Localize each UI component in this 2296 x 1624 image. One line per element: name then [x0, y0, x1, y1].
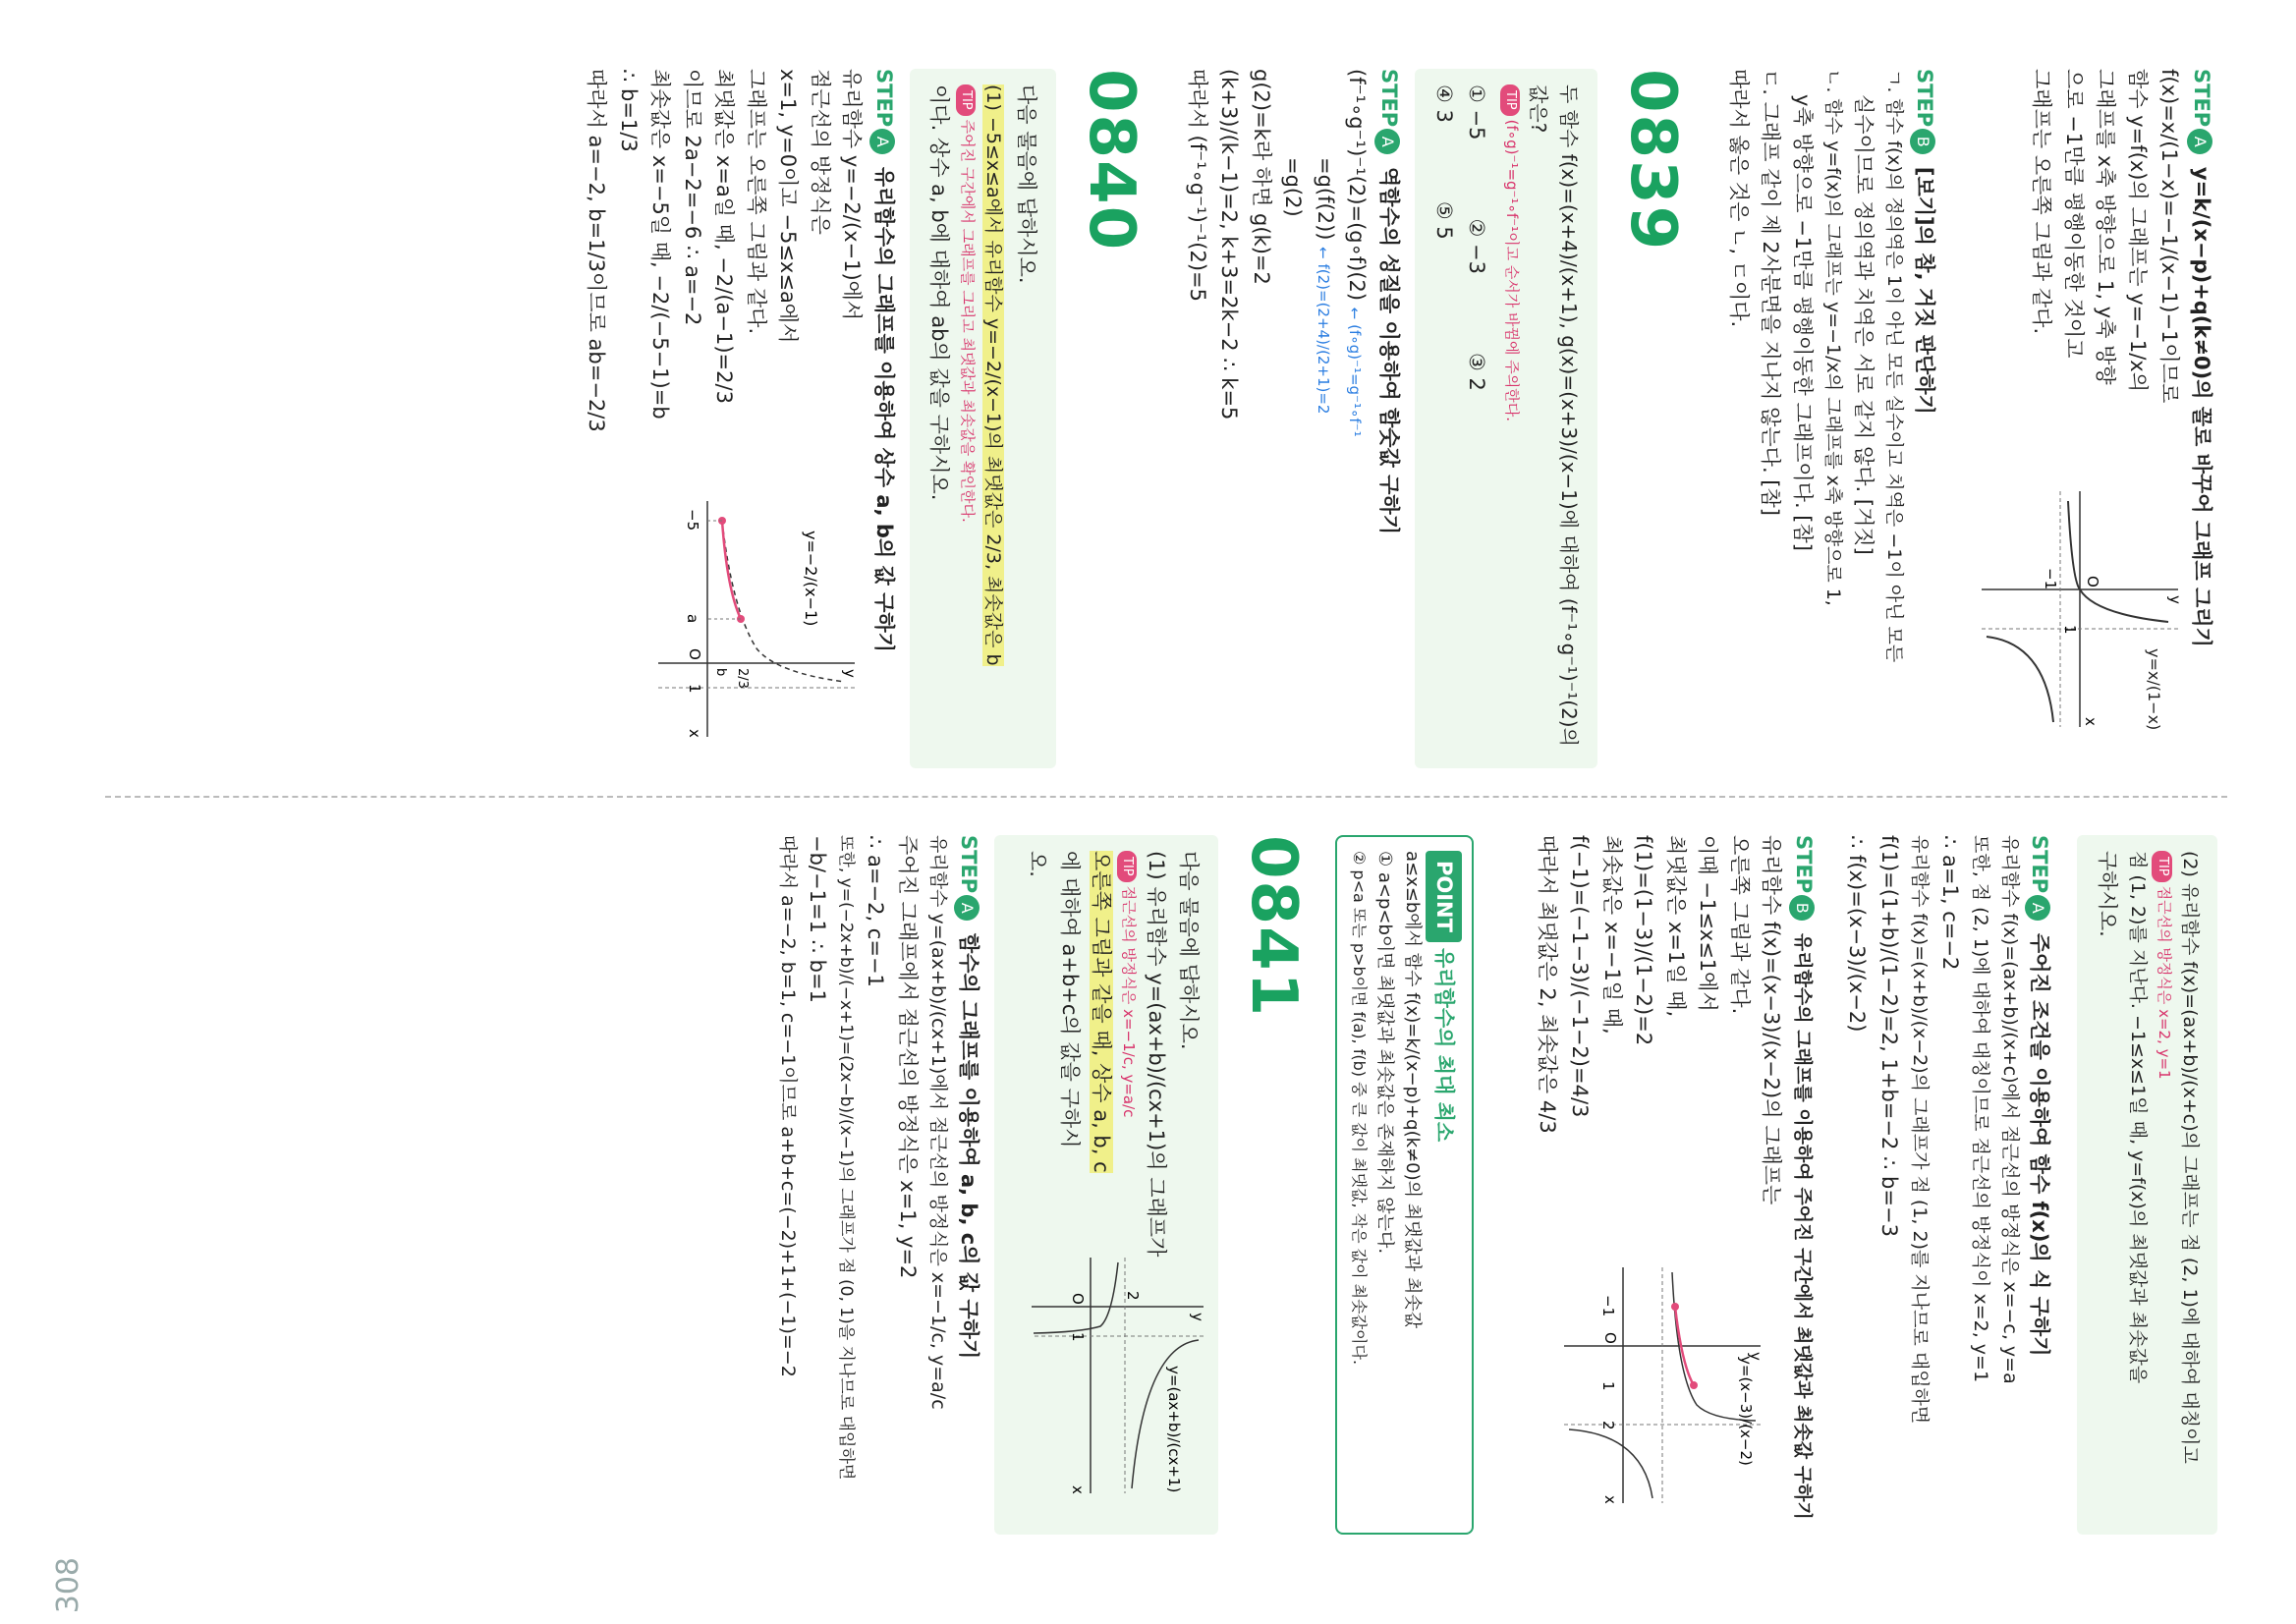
solution-line-4: f(1)=(1+b)/(1−2)=2, 1+b=−2 ∴ b=−3 [1876, 835, 1901, 1237]
tick-2: 2 [1598, 1421, 1617, 1430]
tip [956, 84, 979, 753]
solution-line-0: 유리함수 f(x)=(x−3)/(x−2)의 그래프는 [1760, 835, 1784, 1205]
solution-line-1 [1309, 69, 1341, 768]
step-a-first-block [1962, 69, 2217, 768]
tick-2: 2 [1123, 1291, 1142, 1301]
step-letter-badge: A [2025, 895, 2050, 921]
problem-0840 [550, 69, 1159, 768]
solution-line-0: 유리함수 y=−2/(x−1)에서 [840, 69, 865, 321]
tick-b: b [713, 668, 729, 677]
step-b-line-0: ㄱ. 함수 f(x)의 정의역은 1이 아닌 모든 실수이고 치역은 −1이 아닌 모든 [1883, 69, 1906, 663]
solution-line-4: (k+3)/(k−1)=2, k+3=2k−2 ∴ k=5 [1217, 69, 1242, 420]
step-title: 역함수의 성질을 이용하여 함숫값 구하기 [1376, 166, 1401, 534]
question-line-2: 에 대하여 a+b+c의 값을 구하시 [1057, 851, 1082, 1148]
step-letter-badge: B [1789, 895, 1815, 921]
axis-y-label: y [2166, 595, 2184, 604]
step-title: 유리함수의 그래프를 이용하여 상수 a, b의 값 구하기 [871, 166, 896, 652]
axis-y-label: y [841, 669, 860, 678]
step-title: [보기]의 참, 거짓 판단하기 [1913, 166, 1936, 415]
p2-step-a-block [1841, 835, 2056, 1535]
step-label: STEP [2028, 835, 2052, 894]
step-letter-badge: A [954, 895, 980, 921]
choice-1: ① −5 [1464, 84, 1488, 140]
tick-minus1: −1 [1598, 1295, 1617, 1317]
step-label: STEP [956, 835, 980, 894]
problem-0840-step-heading [868, 69, 900, 768]
solution-line-5: 따라서 (f⁻¹∘g⁻¹)⁻¹(2)=5 [1185, 69, 1209, 302]
question-line-0: (1) 유리함수 y=(ax+b)/(cx+1)의 그래프가 [1144, 851, 1168, 1258]
step-letter-badge: A [1374, 129, 1400, 154]
q2-line-2: 구하시오. [2095, 851, 2119, 937]
tick-1: 1 [1068, 1332, 1087, 1342]
step-heading [2024, 835, 2056, 1535]
step-letter-badge: A [2187, 129, 2212, 154]
tick-origin: O [686, 648, 704, 660]
graph-label: y=(x−3)/(x−2) [1736, 1356, 1755, 1466]
tip-badge: TIP [1117, 851, 1137, 882]
solution-line-3: 그래프는 오른쪽 그림과 같다. [744, 69, 768, 335]
choice-5: ⑤ 5 [1432, 200, 1457, 240]
prompt: 다음 물음에 답하시오. [1176, 851, 1201, 1050]
tick-1: 1 [686, 684, 704, 694]
question-text-0: (1) −5≤x≤a에서 유리함수 y=−2/(x−1)의 최댓값은 2/3, 최솟값은 b [982, 84, 1005, 666]
tick-origin: O [1600, 1332, 1619, 1344]
point-line-1: ① a<p<b이면 최댓값과 최솟값은 존재하지 않는다. [1374, 851, 1396, 1255]
step-b-first-heading [1908, 69, 1940, 768]
step-b-line-2: ㄴ. 함수 y=f(x)의 그래프는 y=−1/x의 그래프를 x축 방향으로 1, [1822, 69, 1845, 606]
step-a-first-line-1: 함수 y=f(x)의 그래프는 y=−1/x의 [2125, 69, 2150, 393]
solution-line-7: 따라서 최댓값은 2, 최솟값은 4/3 [1536, 835, 1560, 1134]
tick-a: a [684, 614, 702, 624]
step-a-first-line-2: 그래프를 x축 방향으로 1, y축 방향 [2094, 69, 2118, 385]
choice-2: ② −3 [1464, 218, 1488, 274]
step-a-first-line-3: 으로 −1만큼 평행이동한 것이고 [2061, 69, 2086, 359]
tick-1: 1 [1598, 1381, 1617, 1391]
question-text-1: 오른쪽 그림과 같을 때, 상수 a, b, c [1090, 851, 1114, 1173]
tip-badge: TIP [956, 84, 976, 116]
step-b-line-5: 따라서 옳은 것은 ㄴ, ㄷ이다. [1726, 69, 1751, 328]
graph-y-ax-b-over-cx-1 [1027, 1248, 1208, 1503]
solution-line-2: =g(2) [1281, 157, 1306, 217]
arrow-note-0: ← (f∘g)⁻¹=g⁻¹∘f⁻¹ [1346, 307, 1365, 437]
step-label: STEP [1791, 835, 1816, 894]
step-title: 함수의 그래프를 이용하여 a, b, c의 값 구하기 [956, 932, 980, 1360]
tip [1500, 84, 1523, 753]
solution-line-2: 이때 −1≤x≤1에서 [1696, 835, 1720, 1012]
problem-0841 [771, 835, 1321, 1535]
step-b-first-block [1722, 69, 1940, 768]
graph-y-x-minus-3-over-x-minus-2 [1554, 1258, 1770, 1513]
tick-origin: O [1068, 1293, 1087, 1305]
point-heading [1426, 851, 1462, 1519]
axis-x-label: x [686, 729, 704, 738]
solution-line-6: f(−1)=(−1−3)/(−1−2)=4/3 [1568, 835, 1592, 1118]
problem-0840-question-box [910, 69, 1056, 768]
solution-line-2: x=1, y=0이고 −5≤x≤a에서 [776, 69, 801, 344]
tip-text: 점근선의 방정식은 x=2, y=1 [2155, 885, 2173, 1080]
p2-step-b-block [1495, 835, 1820, 1535]
solution-line-7: ∴ b=1/3 [616, 69, 641, 152]
solution-line-0: 유리함수 y=(ax+b)/(cx+1)에서 점근선의 방정식은 x=−1/c, y=a/c [926, 835, 949, 1410]
question-line-1: 이다. 상수 a, b에 대하여 ab의 값을 구하시오. [927, 84, 952, 501]
question-2-box [2077, 835, 2217, 1535]
tip-text: (f∘g)⁻¹=g⁻¹∘f⁻¹이고 순서가 바뀜에 주의한다. [1503, 119, 1522, 422]
problem-number: 0839 [1616, 69, 1690, 252]
axis-x-label: x [2082, 717, 2100, 726]
solution-line-6: 최솟값은 x=−5일 때, −2/(−5−1)=b [648, 69, 673, 420]
tip-text: 점근선의 방정식은 x=−1/c, y=a/c [1120, 885, 1139, 1118]
step-label: STEP [2190, 69, 2213, 128]
column-divider [105, 796, 2227, 798]
solution-line-0 [1341, 69, 1373, 768]
question-text: 두 함수 f(x)=(x+4)/(x+1), g(x)=(x+3)/(x−1)에 대하여 (f⁻¹∘g⁻¹)⁻¹(2)의 값은? [1527, 84, 1582, 747]
point-badge: POINT [1426, 851, 1462, 942]
choices-row-2 [1428, 84, 1461, 753]
solution-line-2: ∴ a=−2, c=−1 [863, 835, 887, 987]
solution-line-1: 주어진 그래프에서 점근선의 방정식은 x=1, y=2 [895, 835, 920, 1279]
tip-badge: TIP [1500, 84, 1520, 116]
solution-line-3: 또한, y=(−2x+b)/(−x+1)=(2x−b)/(x−1)의 그래프가 점 (0, 1)을 지나므로 대입하면 [836, 835, 857, 1481]
solution-line-4: 최댓값은 x=a일 때, −2/(a−1)=2/3 [712, 69, 737, 404]
prompt: 다음 물음에 답하시오. [1014, 84, 1038, 284]
axis-y-label: y [1746, 1352, 1764, 1361]
step-letter-badge: A [869, 129, 895, 154]
solution-line-1: 또한, 점 (2, 1)에 대하여 대칭이므로 점근선의 방정식이 x=2, y=1 [1970, 835, 1992, 1383]
tick-2-3: 2/3 [735, 668, 751, 689]
solution-text: =g(f(2)) [1313, 157, 1337, 241]
solution-line-3: g(2)=k라 하면 g(k)=2 [1249, 69, 1273, 285]
step-title: y=k/(x−p)+q(k≠0)의 꼴로 바꾸어 그래프 그리기 [2190, 166, 2213, 647]
step-a-first-line-0: f(x)=x/(1−x)=−1/(x−1)−1이므로 [2157, 69, 2182, 404]
tick-minus5: −5 [684, 509, 702, 532]
tick-minus1: −1 [2042, 568, 2059, 590]
point-line-2: ② p<a 또는 p>b이면 f(a), f(b) 중 큰 값이 최댓값, 작은 값이 최솟값이다. [1350, 851, 1370, 1366]
tip-text: 주어진 구간에서 그래프를 그리고 최댓값과 최솟값을 확인한다. [958, 119, 977, 523]
point-title: 유리함수의 최대 최소 [1431, 947, 1456, 1143]
step-b-line-4: ㄷ. 그래프 같이 제 2사분면을 지나지 않는다. [참] [1759, 69, 1783, 516]
choices-row [1460, 84, 1492, 753]
question-line-0 [979, 84, 1011, 753]
step-b-line-1: 실수이므로 정의역과 치역은 서로 같지 않다. [거짓] [1852, 94, 1876, 555]
solution-line-5: 최솟값은 x=−1일 때, [1599, 835, 1624, 1035]
step-title: 주어진 조건을 이용하여 함수 f(x)의 식 구하기 [2028, 932, 2052, 1357]
solution-line-3: 유리함수 f(x)=(x+b)/(x−2)의 그래프가 점 (1, 2)를 지나므로 대입하면 [1909, 835, 1932, 1425]
graph-label: y=(ax+b)/(cx+1) [1164, 1366, 1183, 1493]
graph-y-x-over-1-minus-x [1972, 481, 2188, 737]
step-label: STEP [871, 69, 896, 128]
graph-label: y=x/(1−x) [2145, 648, 2163, 731]
solution-line-8: 따라서 a=−2, b=1/3이므로 ab=−2/3 [585, 69, 609, 432]
point-line-0: a≤x≤b에서 함수 f(x)=k/(x−p)+q(k≠0)의 최댓값과 최솟값 [1402, 851, 1424, 1329]
choice-4: ④ 3 [1432, 84, 1457, 123]
q2-line-0: (2) 유리함수 f(x)=(ax+b)/(x+c)의 그래프는 점 (2, 1)에 대하여 대칭이고 [2179, 851, 2201, 1464]
step-b-line-3: y축 방향으로 −1만큼 평행이동한 그래프이다. [참] [1791, 94, 1816, 551]
step-label: STEP [1913, 69, 1936, 128]
choice-3: ③ 2 [1464, 352, 1488, 391]
solution-line-1: 오른쪽 그림과 같다. [1727, 835, 1752, 1015]
problem-0841-step-heading [952, 835, 984, 1535]
solution-line-5: 따라서 a=−2, b=1, c=−1이므로 a+b+c=(−2)+1+(−1)=−2 [776, 835, 799, 1377]
solution-line-3: 최댓값은 x=1일 때, [1663, 835, 1688, 1018]
step-letter-badge: B [1910, 129, 1935, 154]
page-number: 308 [51, 1557, 85, 1614]
problem-0839 [1181, 69, 1701, 768]
graph-y-neg2-over-x-minus-1 [648, 491, 865, 747]
step-a-first-heading [2185, 69, 2217, 768]
solution-line-4: −b/−1=1 ∴ b=1 [806, 835, 830, 1003]
axis-x-label: x [1600, 1495, 1619, 1504]
problem-0839-step-heading [1372, 69, 1405, 768]
q2-line-1: 점 (1, 2)를 지난다. −1≤x≤1일 때, y=f(x)의 최댓값과 최솟값을 [2127, 851, 2150, 1384]
tip [2152, 851, 2174, 1519]
left-column [529, 69, 2217, 768]
problem-0841-question-box [994, 835, 1218, 1535]
solution-line-4: f(1)=(1−3)/(1−2)=2 [1632, 835, 1656, 1046]
solution-line-0: 유리함수 f(x)=(ax+b)/(x+c)에서 점근선의 방정식은 x=−c, y=a [1998, 835, 2021, 1384]
problem-number: 0841 [1236, 835, 1310, 1019]
problem-number: 0840 [1075, 69, 1148, 252]
solution-text: (f⁻¹∘g⁻¹)⁻¹(2)=(g∘f)(2) [1345, 69, 1370, 302]
step-title: 유리함수의 그래프를 이용하여 주어진 구간에서 최댓값과 최솟값 구하기 [1791, 932, 1814, 1520]
step-a-first-line-4: 그래프는 오른쪽 그림과 같다. [2030, 69, 2054, 335]
arrow-note-1: ← f(2)=(2+4)/(2+1)=2 [1314, 247, 1332, 415]
solution-line-2: ∴ a=1, c=−2 [1937, 835, 1962, 971]
solution-line-5: ∴ f(x)=(x−3)/(x−2) [1845, 835, 1870, 1033]
question-line-3: 오. [1026, 851, 1050, 877]
right-column [750, 835, 2217, 1535]
point-box [1335, 835, 1474, 1535]
solution-line-1: 점근선의 방정식은 [808, 69, 832, 235]
graph-label: y=−2/(x−1) [802, 531, 821, 627]
step-label: STEP [1376, 69, 1401, 128]
problem-0839-question-box [1415, 69, 1597, 768]
step-heading [1787, 835, 1820, 1535]
tick-origin: O [2084, 576, 2101, 588]
tip-badge: TIP [2152, 851, 2171, 882]
solution-line-5: 이므로 2a−2=−6 ∴ a=−2 [680, 69, 704, 326]
axis-y-label: y [1188, 1313, 1206, 1321]
axis-x-label: x [1068, 1485, 1087, 1494]
tick-1: 1 [2061, 625, 2079, 635]
